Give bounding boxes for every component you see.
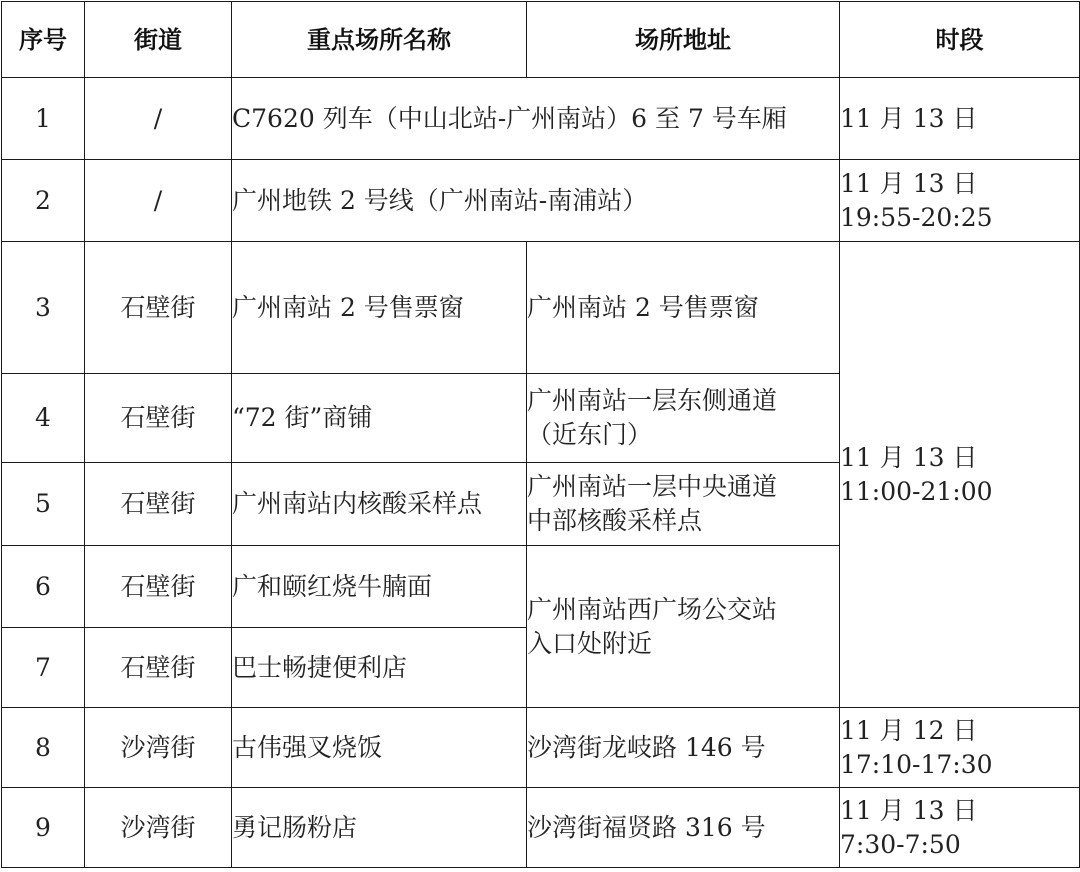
place-name-text: C7620 列车（中山北站-广州南站）6 至 7 号车厢 [232, 103, 787, 133]
time-range: 19:55-20:25 [840, 202, 993, 232]
table-row [2, 242, 1080, 374]
place-name-text: 古伟强叉烧饭 [232, 732, 383, 762]
row-no: 5 [2, 463, 85, 546]
row-place-name [232, 374, 527, 463]
header-street: 街道 [85, 2, 232, 78]
row-place-name [232, 546, 527, 628]
time-range: 7:30-7:50 [840, 829, 961, 859]
row-no: 2 [2, 160, 85, 242]
row-no: 9 [2, 788, 85, 868]
time-range: 11:00-21:00 [840, 476, 993, 506]
row-street: 沙湾街 [85, 708, 232, 788]
address-text: 广州南站一层东侧通道 [527, 386, 778, 415]
address-text-line2: 中部核酸采样点 [527, 506, 703, 535]
place-name-text: 广和颐红烧牛腩面 [232, 571, 433, 601]
row-place-name [232, 78, 840, 160]
row-time [840, 708, 1080, 788]
row-address [527, 242, 840, 374]
row-street: 石壁街 [85, 242, 232, 374]
header-address: 场所地址 [527, 2, 840, 78]
table-row [2, 160, 1080, 242]
header-no: 序号 [2, 2, 85, 78]
place-name-text: “72 街”商铺 [232, 403, 373, 432]
row-place-name [232, 708, 527, 788]
row-street: / [85, 78, 232, 160]
address-text: 广州南站西广场公交站 [527, 594, 778, 624]
time-date: 11 月 12 日 [840, 715, 978, 745]
place-name-text: 广州南站内核酸采样点 [232, 489, 483, 518]
row-time-shared [840, 242, 1080, 708]
table-header-row [2, 2, 1080, 78]
address-text-line2: 入口处附近 [527, 628, 653, 658]
header-time: 时段 [840, 2, 1080, 78]
row-time [840, 788, 1080, 868]
address-text: 沙湾街福贤路 316 号 [527, 812, 766, 842]
key-places-table [1, 1, 1080, 868]
row-address-shared [527, 546, 840, 708]
row-street: 石壁街 [85, 463, 232, 546]
row-address [527, 463, 840, 546]
row-street: 石壁街 [85, 628, 232, 708]
row-place-name [232, 242, 527, 374]
place-name-text: 勇记肠粉店 [232, 812, 358, 842]
time-date: 11 月 13 日 [840, 103, 978, 133]
time-date: 11 月 13 日 [840, 168, 978, 198]
time-range: 17:10-17:30 [840, 749, 993, 779]
row-street: 沙湾街 [85, 788, 232, 868]
row-no: 3 [2, 242, 85, 374]
table-row [2, 788, 1080, 868]
row-street: / [85, 160, 232, 242]
row-street: 石壁街 [85, 374, 232, 463]
row-no: 1 [2, 78, 85, 160]
place-name-text: 广州地铁 2 号线（广州南站-南浦站） [232, 185, 648, 215]
header-place-name: 重点场所名称 [232, 2, 527, 78]
address-text: 广州南站 2 号售票窗 [527, 292, 759, 322]
row-no: 7 [2, 628, 85, 708]
place-name-text: 广州南站 2 号售票窗 [232, 292, 464, 322]
row-time [840, 160, 1080, 242]
time-date: 11 月 13 日 [840, 442, 978, 472]
row-place-name [232, 463, 527, 546]
place-name-text: 巴士畅捷便利店 [232, 652, 408, 682]
time-date: 11 月 13 日 [840, 795, 978, 825]
row-address [527, 374, 840, 463]
row-no: 8 [2, 708, 85, 788]
row-street: 石壁街 [85, 546, 232, 628]
row-time [840, 78, 1080, 160]
table-row [2, 708, 1080, 788]
row-place-name [232, 628, 527, 708]
row-place-name [232, 788, 527, 868]
row-address [527, 708, 840, 788]
row-address [527, 788, 840, 868]
table-row [2, 78, 1080, 160]
row-no: 6 [2, 546, 85, 628]
address-text: 沙湾街龙岐路 146 号 [527, 732, 766, 762]
row-place-name [232, 160, 840, 242]
row-no: 4 [2, 374, 85, 463]
address-text-line2: （近东门） [527, 420, 653, 449]
address-text: 广州南站一层中央通道 [527, 472, 778, 501]
